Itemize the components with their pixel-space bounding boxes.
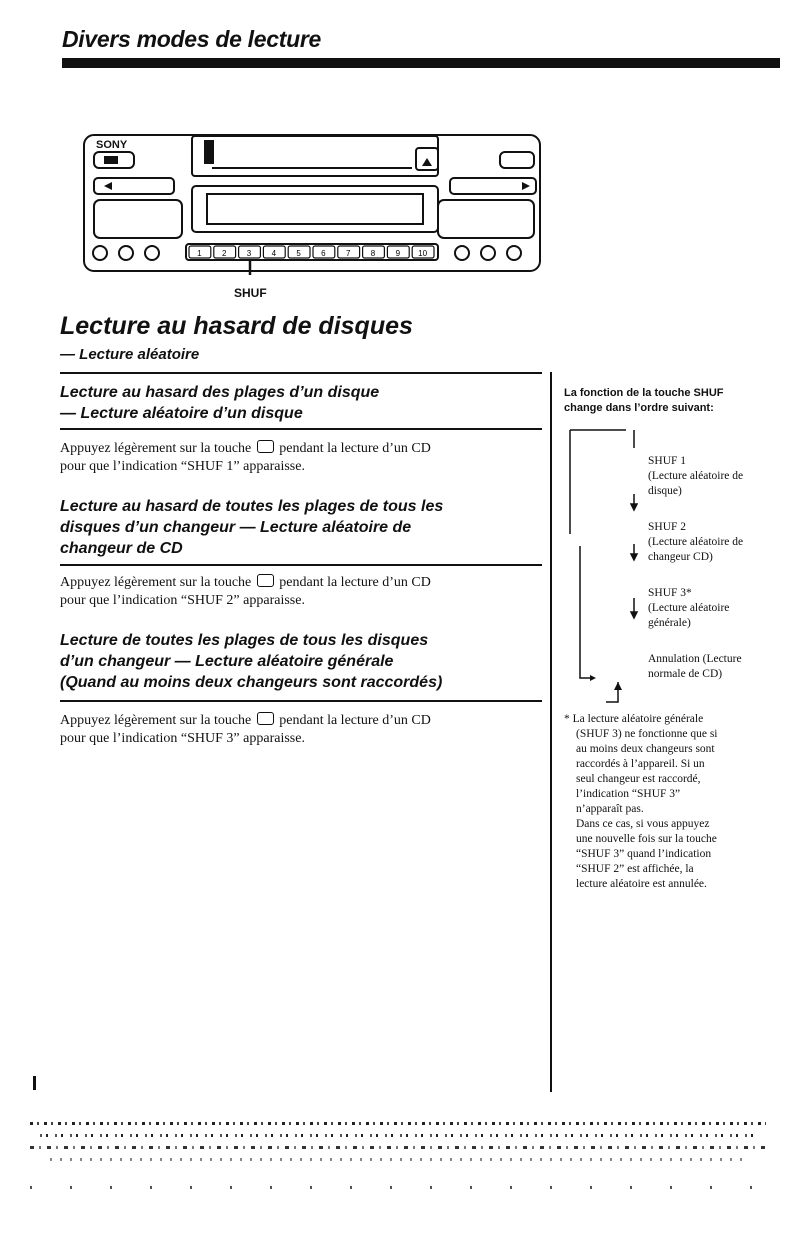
preset-label: 1 <box>197 249 202 258</box>
shuf-button-icon <box>257 712 274 725</box>
column-divider <box>550 372 552 1092</box>
display-window <box>192 186 438 232</box>
cycle-item-1: SHUF 1 (Lecture aléatoire de disque) <box>648 455 744 497</box>
volume-knob <box>94 200 182 238</box>
sidebar-title: La fonction de la touche SHUF change dans l’ordre suivant: <box>564 387 724 414</box>
subsection-body-3: Appuyez légèrement sur la touche pendant la lecture d’un CD pour que l’indication “SHUF 3” apparaisse. <box>60 713 431 746</box>
main-rule <box>60 372 542 374</box>
subsection-title-2: Lecture au hasard de toutes les plages de tous les disques d’un changeur — Lecture aléatoire de changeur de CD <box>60 498 444 557</box>
section-title: Lecture au hasard de disques <box>60 312 413 340</box>
subsection-body-1: Appuyez légèrement sur la touche pendant la lecture d’un CD pour que l’indication “SHUF 1” apparaisse. <box>60 441 431 474</box>
preset-label: 7 <box>345 249 351 258</box>
cycle-item-3: SHUF 3* (Lecture aléatoire générale) <box>648 587 730 629</box>
preset-label: 3 <box>246 249 252 258</box>
section-subtitle: — Lecture aléatoire <box>60 346 200 363</box>
mode-knob <box>438 200 534 238</box>
subsection-title-1: Lecture au hasard des plages d’un disque — Lecture aléatoire d’un disque <box>60 384 380 422</box>
preset-label: 6 <box>321 249 326 258</box>
sidebar-note: * La lecture aléatoire générale (SHUF 3) ne fonctionne que si au moins deux changeurs sont raccordés à l’appareil. Si un seul changeur est raccordé, l’indication “SHUF 3” n’apparaît pas. Dans ce cas, si vous appuyez une nouvelle fois sur la touche “SHUF 3” quand l’indication “SHUF 2” est affichée, la lecture aléatoire est annulée. <box>564 713 718 890</box>
arrow-up-icon <box>614 682 622 690</box>
car-stereo-illustration <box>82 130 544 295</box>
shuf-button-icon <box>257 440 274 453</box>
header-rule <box>62 58 780 68</box>
subsection-title-3: Lecture de toutes les plages de tous les disques d’un changeur — Lecture aléatoire générale (Quand au moins deux changeurs sont raccordés) <box>60 632 443 691</box>
arrow-right-icon <box>590 675 596 681</box>
cycle-item-4: Annulation (Lecture normale de CD) <box>648 653 742 680</box>
sony-logo: SONY <box>96 139 128 151</box>
preset-label: 2 <box>221 249 227 258</box>
scan-artifact <box>30 1118 766 1198</box>
preset-label: 10 <box>418 249 428 258</box>
off-button <box>500 152 534 168</box>
subsection-rule-3 <box>60 700 542 702</box>
subsection-rule-2 <box>60 564 542 566</box>
subsection-rule-1 <box>60 428 542 430</box>
subsection-body-2: Appuyez légèrement sur la touche pendant la lecture d’un CD pour que l’indication “SHUF 2” apparaisse. <box>60 575 431 608</box>
cycle-diagram <box>566 424 626 710</box>
cd-slot <box>192 136 438 176</box>
preset-label: 4 <box>271 249 277 258</box>
stereo-faceplate <box>84 135 540 271</box>
preset-label: 5 <box>296 249 301 258</box>
preset-label: 8 <box>370 249 376 258</box>
cycle-item-2: SHUF 2 (Lecture aléatoire de changeur CD) <box>648 521 744 563</box>
margin-mark <box>33 1076 36 1090</box>
page-title: Divers modes de lecture <box>62 26 321 52</box>
shuf-button-icon <box>257 574 274 587</box>
shuf-label: SHUF <box>234 286 267 300</box>
preset-label: 9 <box>395 249 401 258</box>
